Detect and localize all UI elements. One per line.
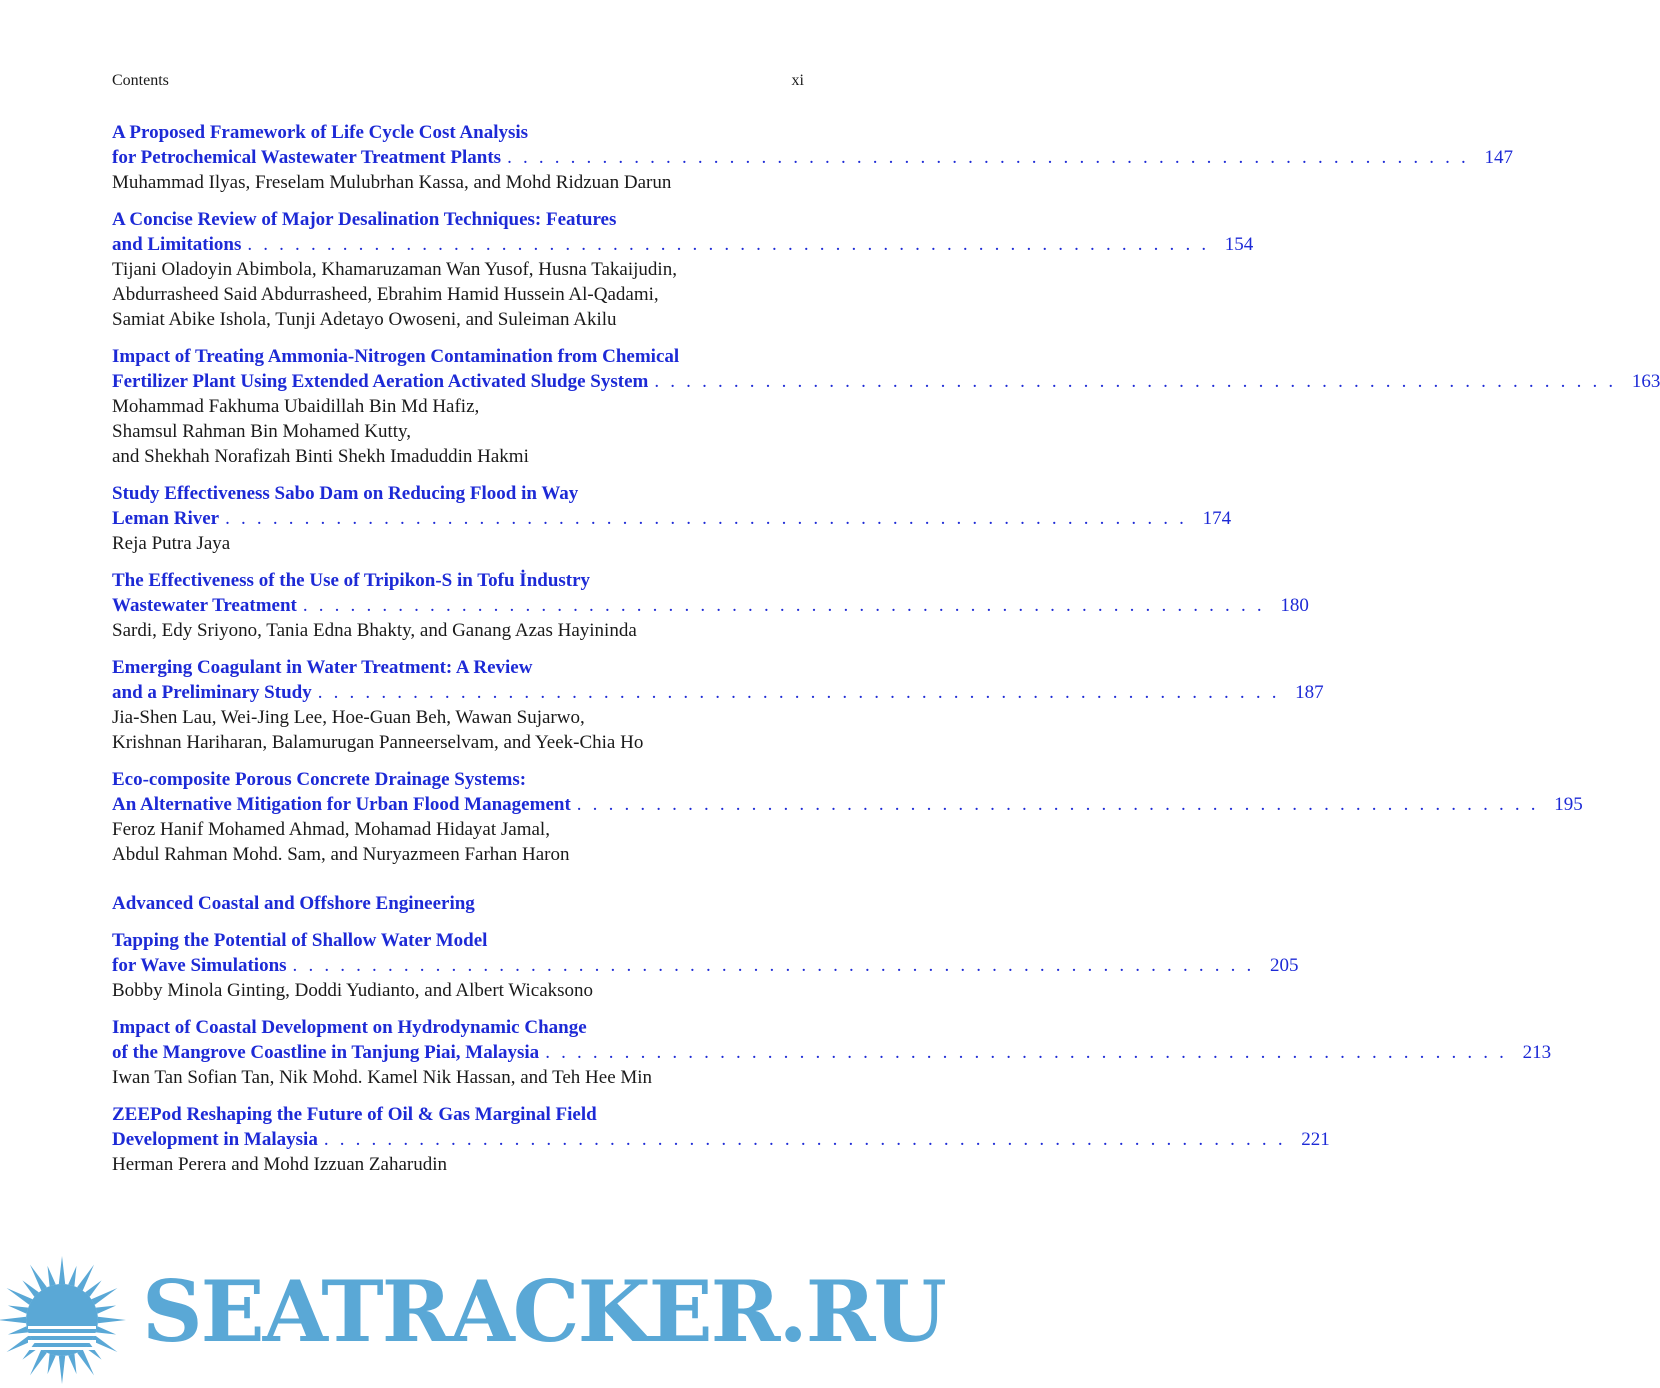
toc-entry [112,655,1324,755]
entry-title-text[interactable]: for Petrochemical Wastewater Treatment Plants [112,147,502,168]
entry-page-number[interactable]: 195 [1554,794,1583,815]
entry-title-line[interactable]: The Effectiveness of the Use of Tripikon-S in Tofu İndustry [112,570,591,591]
entry-authors: Muhammad Ilyas, Freselam Mulubrhan Kassa, and Mohd Ridzuan Darun [112,172,672,193]
entry-authors: Abdurrasheed Said Abdurrasheed, Ebrahim Hamid Hussein Al-Qadami, [112,284,659,305]
toc-entry [112,207,1254,332]
dot-leader: . . . . . . . . . . . . . . . . . . . . . . . . . . . . . . . . . . . . . . . . . . . . . . . . . . . . . . . . . . . . . [507,147,1470,168]
entry-authors: Tijani Oladoyin Abimbola, Khamaruzaman Wan Yusof, Husna Takaijudin, [112,259,677,280]
entry-page-number[interactable]: 213 [1522,1042,1552,1063]
entry-title-text[interactable]: for Wave Simulations [112,955,287,976]
toc-entry [112,481,1232,556]
section-heading[interactable]: Advanced Coastal and Offshore Engineering [112,893,475,914]
entry-authors: Iwan Tan Sofian Tan, Nik Mohd. Kamel Nik Hassan, and Teh Hee Min [112,1067,653,1088]
dot-leader: . . . . . . . . . . . . . . . . . . . . . . . . . . . . . . . . . . . . . . . . . . . . . . . . . . . . . . . . . . . . . [302,595,1265,616]
table-of-contents [112,120,1660,1189]
dot-leader: . . . . . . . . . . . . . . . . . . . . . . . . . . . . . . . . . . . . . . . . . . . . . . . . . . . . . . . . . . . . . [225,508,1188,529]
running-header [112,72,804,90]
entry-authors: Mohammad Fakhuma Ubaidillah Bin Md Hafiz, [112,396,480,417]
entry-authors: Sardi, Edy Sriyono, Tania Edna Bhakty, and Ganang Azas Hayininda [112,620,637,641]
entry-title-line[interactable]: Study Effectiveness Sabo Dam on Reducing Flood in Way [112,483,579,504]
entry-authors: Bobby Minola Ginting, Doddi Yudianto, and Albert Wicaksono [112,980,594,1001]
entry-title-last-line[interactable] [112,1040,1552,1065]
entry-title-text[interactable]: Development in Malaysia [112,1129,318,1150]
entry-page-number[interactable]: 205 [1270,955,1299,976]
toc-entry [112,767,1583,867]
entry-title-line[interactable]: ZEEPod Reshaping the Future of Oil & Gas Marginal Field [112,1104,597,1125]
toc-entry [112,120,1514,195]
entry-title-last-line[interactable] [112,593,1309,618]
entry-authors: Samiat Abike Ishola, Tunji Adetayo Owoseni, and Suleiman Akilu [112,309,617,330]
entry-title-line[interactable]: Tapping the Potential of Shallow Water Model [112,930,488,951]
entry-title-text[interactable]: and Limitations [112,234,242,255]
entry-title-last-line[interactable] [112,1127,1330,1152]
entry-title-line[interactable]: A Concise Review of Major Desalination Techniques: Features [112,209,617,230]
entry-title-text[interactable]: Leman River [112,508,220,529]
entry-title-last-line[interactable] [112,145,1514,170]
toc-entry [112,928,1299,1003]
dot-leader: . . . . . . . . . . . . . . . . . . . . . . . . . . . . . . . . . . . . . . . . . . . . . . . . . . . . . . . . . . . . . [292,955,1255,976]
entry-title-line[interactable]: Impact of Treating Ammonia-Nitrogen Contamination from Chemical [112,346,680,367]
entry-title-last-line[interactable] [112,232,1254,257]
entry-page-number[interactable]: 187 [1295,682,1324,703]
entry-title-text[interactable]: Wastewater Treatment [112,595,297,616]
entry-authors: and Shekhah Norafizah Binti Shekh Imaduddin Hakmi [112,446,529,467]
toc-group-1 [112,120,1660,867]
entry-title-text[interactable]: Fertilizer Plant Using Extended Aeration Activated Sludge System [112,371,649,392]
entry-page-number[interactable]: 221 [1301,1129,1330,1150]
entry-title-text[interactable]: and a Preliminary Study [112,682,312,703]
toc-entry [112,568,1309,643]
entry-title-line[interactable]: Impact of Coastal Development on Hydrodynamic Change [112,1017,587,1038]
toc-group-2 [112,928,1552,1177]
entry-title-text[interactable]: An Alternative Mitigation for Urban Flood Management [112,794,571,815]
dot-leader: . . . . . . . . . . . . . . . . . . . . . . . . . . . . . . . . . . . . . . . . . . . . . . . . . . . . . . . . . . . . . [323,1129,1286,1150]
entry-page-number[interactable]: 180 [1280,595,1309,616]
entry-page-number[interactable]: 163 [1631,371,1660,392]
dot-leader: . . . . . . . . . . . . . . . . . . . . . . . . . . . . . . . . . . . . . . . . . . . . . . . . . . . . . . . . . . . . . [317,682,1280,703]
dot-leader: . . . . . . . . . . . . . . . . . . . . . . . . . . . . . . . . . . . . . . . . . . . . . . . . . . . . . . . . . . . . . [545,1042,1508,1063]
watermark-text: SEATRACKER.RU [142,1262,945,1361]
entry-title-last-line[interactable] [112,953,1299,978]
entry-authors: Reja Putra Jaya [112,533,231,554]
page-number: xi [791,72,804,89]
entry-authors: Herman Perera and Mohd Izzuan Zaharudin [112,1154,447,1175]
entry-authors: Shamsul Rahman Bin Mohamed Kutty, [112,421,412,442]
dot-leader: . . . . . . . . . . . . . . . . . . . . . . . . . . . . . . . . . . . . . . . . . . . . . . . . . . . . . . . . . . . . . [654,371,1617,392]
entry-authors: Feroz Hanif Mohamed Ahmad, Mohamad Hidayat Jamal, [112,819,550,840]
entry-title-line[interactable]: Eco-composite Porous Concrete Drainage Systems: [112,769,527,790]
toc-entry [112,1102,1330,1177]
entry-title-last-line[interactable] [112,369,1660,394]
entry-authors: Abdul Rahman Mohd. Sam, and Nuryazmeen Farhan Haron [112,844,570,865]
toc-entry [112,344,1660,469]
dot-leader: . . . . . . . . . . . . . . . . . . . . . . . . . . . . . . . . . . . . . . . . . . . . . . . . . . . . . . . . . . . . . [247,234,1210,255]
entry-authors: Krishnan Hariharan, Balamurugan Panneerselvam, and Yeek-Chia Ho [112,732,644,753]
entry-title-text[interactable]: of the Mangrove Coastline in Tanjung Piai, Malaysia [112,1042,540,1063]
entry-title-last-line[interactable] [112,680,1324,705]
toc-entry [112,1015,1552,1090]
entry-title-last-line[interactable] [112,506,1232,531]
entry-title-line[interactable]: Emerging Coagulant in Water Treatment: A Review [112,657,533,678]
entry-page-number[interactable]: 147 [1484,147,1514,168]
entry-authors: Jia-Shen Lau, Wei-Jing Lee, Hoe-Guan Beh, Wawan Sujarwo, [112,707,585,728]
entry-title-last-line[interactable] [112,792,1583,817]
running-header-title: Contents [112,72,169,89]
entry-title-line[interactable]: A Proposed Framework of Life Cycle Cost Analysis [112,122,529,143]
entry-page-number[interactable]: 154 [1224,234,1254,255]
entry-page-number[interactable]: 174 [1202,508,1232,529]
dot-leader: . . . . . . . . . . . . . . . . . . . . . . . . . . . . . . . . . . . . . . . . . . . . . . . . . . . . . . . . . . . . . [576,794,1539,815]
